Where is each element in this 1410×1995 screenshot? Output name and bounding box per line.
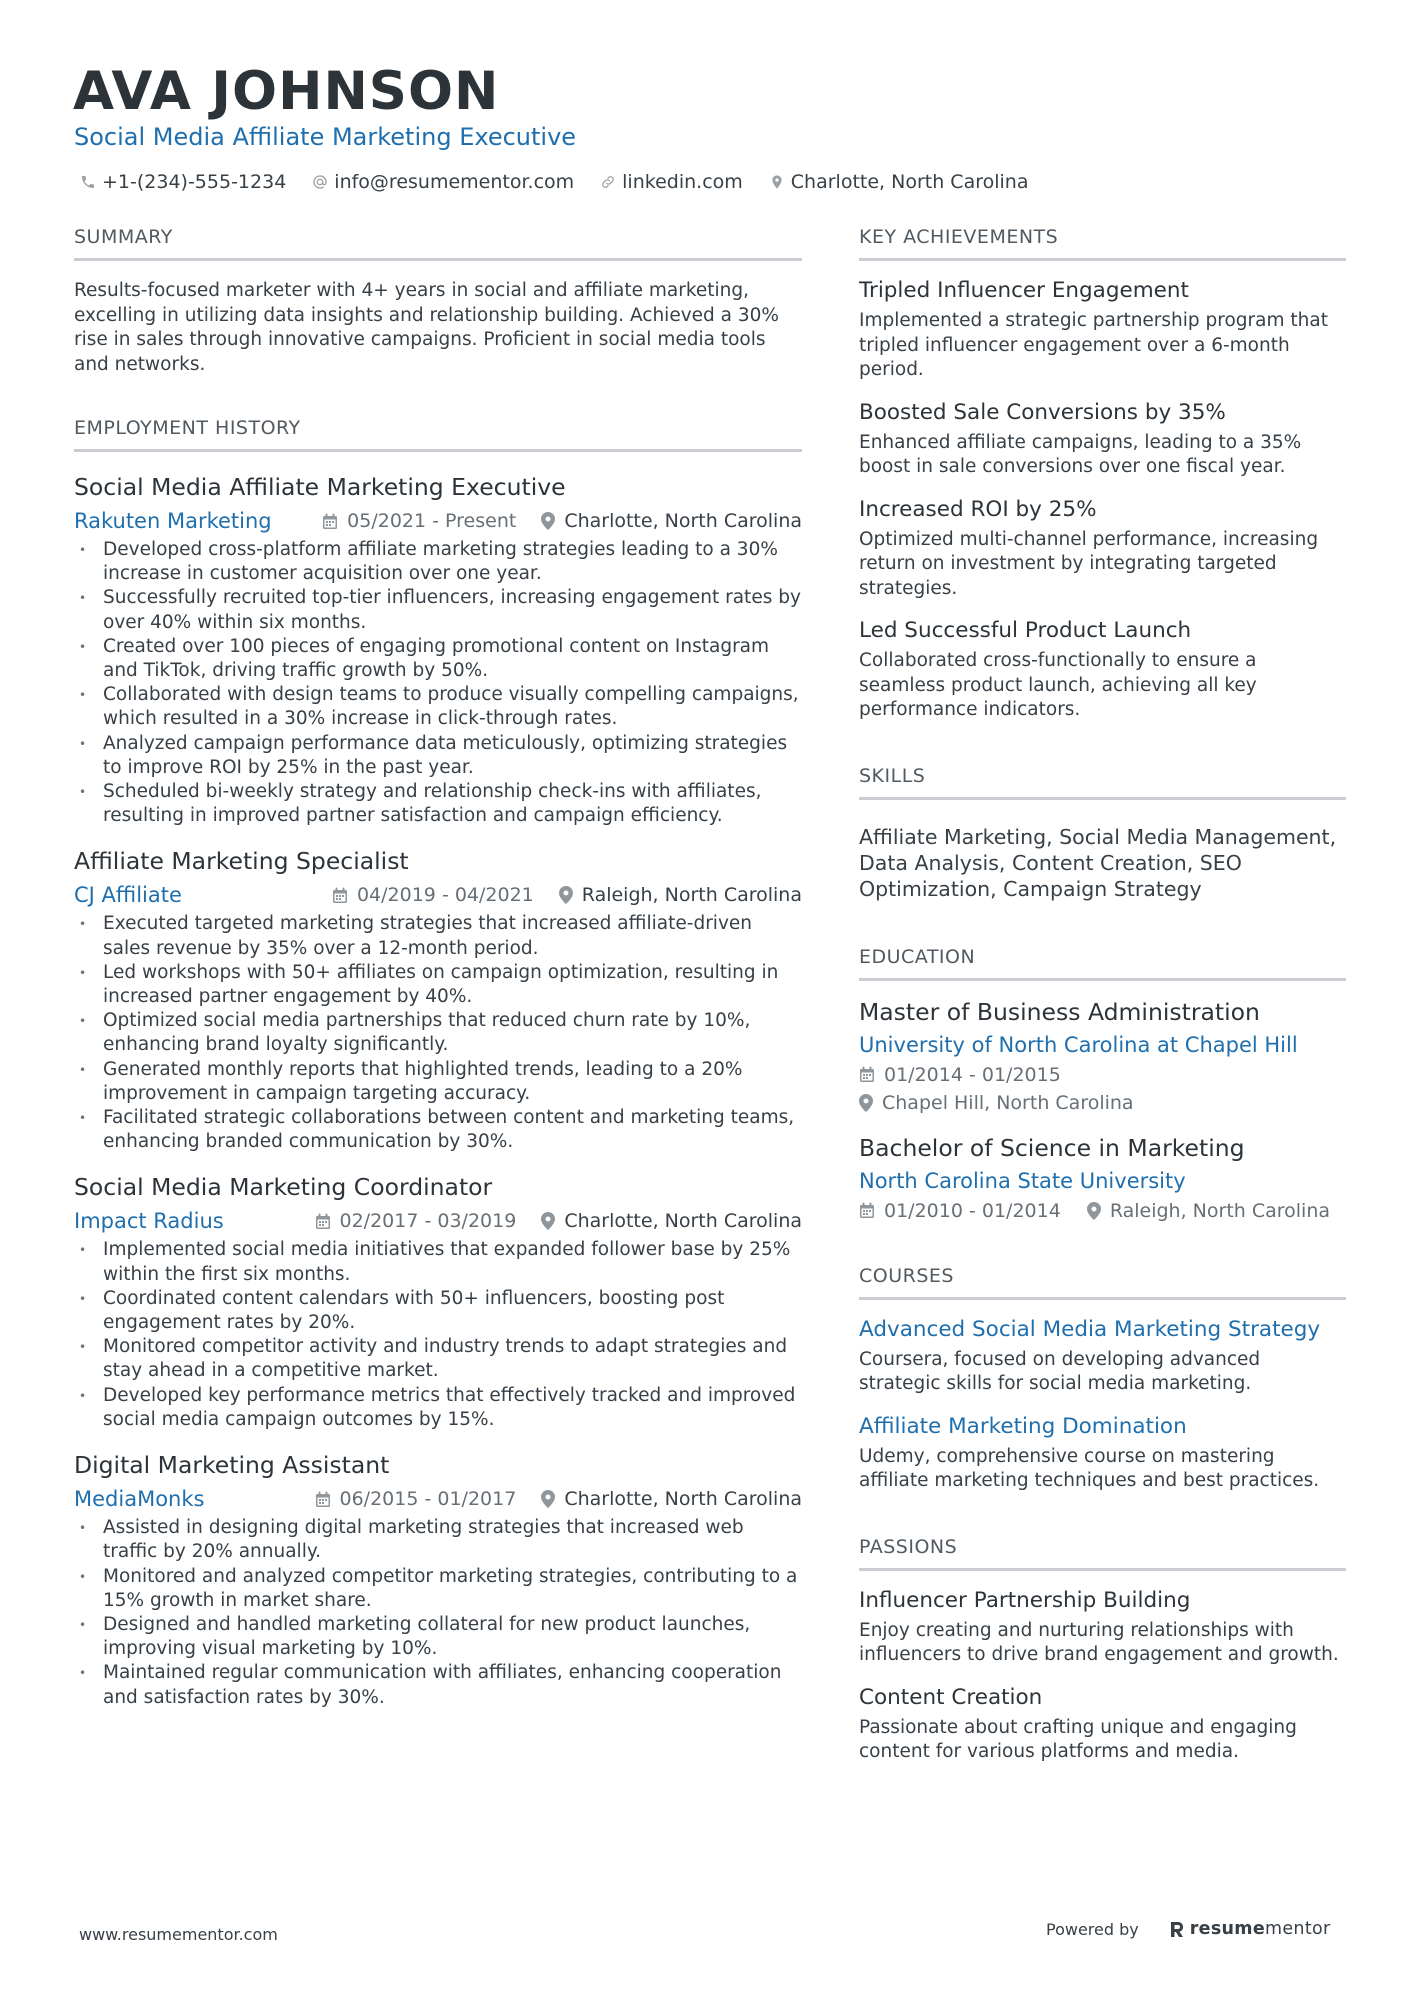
course-desc: Coursera, focused on developing advanced strategic skills for social media marketing. (859, 1348, 1261, 1394)
achievements-heading: KEY ACHIEVEMENTS (859, 224, 1346, 261)
job-bullet: • Analyzed campaign performance data meticulously, optimizing strategies to improve ROI by 25% in the past year. (74, 732, 802, 780)
job-dates (315, 1210, 517, 1232)
job-bullet: • Facilitated strategic collaborations between content and marketing teams, enhancing branded communication by 30%. (74, 1106, 802, 1154)
job-bullet: • Led workshops with 50+ affiliates on campaign optimization, resulting in increased partner engagement by 40%. (74, 961, 802, 1009)
education-dates (859, 1061, 1346, 1089)
education-degree: Master of Business Administration (859, 997, 1260, 1026)
passions-heading: PASSIONS (859, 1534, 1346, 1571)
job-entry (74, 472, 802, 828)
education-item (859, 1133, 1346, 1225)
phone-text: +1-(234)-555-1234 (102, 171, 287, 193)
job-bullets (74, 1516, 802, 1710)
job-company: Rakuten Marketing (74, 509, 272, 533)
employment-section (74, 415, 802, 1710)
contact-phone[interactable] (80, 171, 286, 193)
job-meta (74, 1484, 802, 1514)
calendar-icon (859, 1202, 875, 1219)
job-entry (74, 1172, 802, 1432)
job-bullets (74, 912, 802, 1154)
passion-desc: Enjoy creating and nurturing relationships with influencers to drive brand engagement and growth. (859, 1619, 1339, 1665)
education-degree: Bachelor of Science in Marketing (859, 1133, 1245, 1162)
contact-row (80, 168, 1054, 196)
passion-desc: Passionate about crafting unique and engaging content for various platforms and media. (859, 1716, 1297, 1762)
job-title: Social Media Marketing Coordinator (74, 1173, 493, 1202)
job-bullet: • Assisted in designing digital marketing strategies that increased web traffic by 20% annually. (74, 1516, 802, 1564)
location-pin-icon (859, 1094, 873, 1112)
job-bullet: • Coordinated content calendars with 50+ influencers, boosting post engagement rates by 20%. (74, 1287, 802, 1335)
location-pin-icon (1087, 1202, 1101, 1220)
education-location (859, 1089, 1346, 1117)
candidate-title: Social Media Affiliate Marketing Executive (74, 123, 577, 151)
job-bullet: • Developed key performance metrics that effectively tracked and improved social media campaign outcomes by 15%. (74, 1384, 802, 1432)
job-bullet: • Monitored competitor activity and industry trends to adapt strategies and stay ahead in a competitive market. (74, 1335, 802, 1383)
job-company: Impact Radius (74, 1209, 224, 1234)
job-bullet: • Maintained regular communication with affiliates, enhancing cooperation and satisfaction rates by 30%. (74, 1661, 802, 1709)
skills-section (859, 763, 1346, 902)
achievement-desc: Implemented a strategic partnership program that tripled influencer engagement over a 6-month period. (859, 310, 1328, 380)
job-bullets (74, 538, 802, 828)
footer-powered (1046, 1919, 1330, 1939)
employment-heading: EMPLOYMENT HISTORY (74, 415, 802, 452)
job-company: CJ Affiliate (74, 883, 182, 908)
education-location-text: Raleigh, North Carolina (1109, 1199, 1331, 1222)
job-location (541, 1488, 802, 1510)
job-title: Affiliate Marketing Specialist (74, 847, 409, 876)
course-item (859, 1316, 1346, 1397)
job-meta (74, 506, 802, 536)
left-column (74, 224, 802, 1710)
education-section (859, 944, 1346, 1225)
email-text: info@resumementor.com (334, 171, 575, 193)
achievement-desc: Collaborated cross-functionally to ensure a seamless product launch, achieving all key performance indicators. (859, 650, 1257, 720)
at-icon (312, 174, 328, 190)
achievement-title: Tripled Influencer Engagement (859, 278, 1189, 303)
job-dates (322, 510, 516, 532)
job-bullet: • Implemented social media initiatives that expanded follower base by 25% within the first six months. (74, 1238, 802, 1286)
job-bullet: • Developed cross-platform affiliate marketing strategies leading to a 30% increase in customer acquisition over one year. (74, 538, 802, 586)
job-meta (74, 1206, 802, 1236)
achievement-title: Increased ROI by 25% (859, 496, 1097, 522)
passion-item (859, 1684, 1346, 1765)
job-bullet: • Generated monthly reports that highlighted trends, leading to a 20% improvement in campaign targeting accuracy. (74, 1058, 802, 1106)
education-dates-text: 01/2010 - 01/2014 (884, 1199, 1061, 1222)
job-title: Social Media Affiliate Marketing Executive (74, 473, 566, 501)
job-location (559, 884, 802, 906)
achievement-title: Boosted Sale Conversions by 35% (859, 399, 1226, 425)
job-location-text: Charlotte, North Carolina (564, 1210, 802, 1233)
powered-by-text: Powered by (1046, 1919, 1139, 1939)
job-bullet: • Scheduled bi-weekly strategy and relationship check-ins with affiliates, resulting in improved partner satisfaction and campaign efficiency. (74, 780, 802, 828)
job-bullet: • Optimized social media partnerships that reduced churn rate by 10%, enhancing brand loyalty significantly. (74, 1009, 802, 1057)
courses-heading: COURSES (859, 1263, 1346, 1300)
job-dates (332, 884, 534, 906)
skills-text: Affiliate Marketing, Social Media Management, Data Analysis, Content Creation, SEO Optimization, Campaign Strategy (859, 824, 1337, 901)
job-meta (74, 880, 802, 910)
job-location-text: Charlotte, North Carolina (564, 510, 802, 532)
location-pin-icon (541, 512, 555, 530)
education-school: North Carolina State University (859, 1168, 1186, 1193)
summary-section (74, 224, 802, 377)
brand-rest: mentor (1265, 1919, 1331, 1939)
job-dates (315, 1488, 517, 1510)
education-school: University of North Carolina at Chapel Hill (859, 1032, 1298, 1057)
calendar-icon (322, 513, 338, 530)
passion-title: Influencer Partnership Building (859, 1587, 1191, 1613)
job-company: MediaMonks (74, 1487, 205, 1512)
course-item (859, 1413, 1346, 1494)
achievements-section (859, 224, 1346, 723)
location-pin-icon (769, 174, 785, 190)
education-heading: EDUCATION (859, 944, 1346, 981)
achievement-item (859, 496, 1346, 602)
footer-website[interactable]: www.resumementor.com (79, 1925, 278, 1944)
job-bullet: • Successfully recruited top-tier influencers, increasing engagement rates by over 40% within six months. (74, 586, 802, 634)
linkedin-text: linkedin.com (622, 171, 743, 193)
brand-logo[interactable] (1169, 1919, 1331, 1939)
achievement-item (859, 277, 1346, 383)
education-item (859, 997, 1346, 1117)
job-title: Digital Marketing Assistant (74, 1451, 390, 1480)
candidate-name: AVA JOHNSON (73, 61, 500, 122)
achievement-desc: Enhanced affiliate campaigns, leading to a 35% boost in sale conversions over one fiscal year. (859, 431, 1302, 477)
summary-heading: SUMMARY (74, 224, 802, 261)
job-bullet: • Monitored and analyzed competitor marketing strategies, contributing to a 15% growth in market share. (74, 1565, 802, 1613)
contact-email[interactable] (312, 171, 574, 193)
job-location (541, 510, 802, 532)
education-meta (859, 1197, 1346, 1225)
location-pin-icon (541, 1212, 555, 1230)
phone-icon (80, 174, 96, 190)
job-dates-text: 05/2021 - Present (347, 510, 517, 532)
right-column (859, 224, 1346, 1765)
job-location-text: Raleigh, North Carolina (581, 884, 802, 907)
resumementor-logo-icon (1169, 1920, 1185, 1938)
job-bullet: • Designed and handled marketing collateral for new product launches, improving visual marketing by 10%. (74, 1613, 802, 1661)
achievement-item (859, 399, 1346, 480)
education-dates-text: 01/2014 - 01/2015 (884, 1063, 1061, 1086)
skills-heading: SKILLS (859, 763, 1346, 800)
job-location-text: Charlotte, North Carolina (564, 1488, 802, 1511)
achievement-desc: Optimized multi-channel performance, increasing return on investment by integrating targeted strategies. (859, 528, 1319, 599)
job-entry (74, 846, 802, 1154)
course-title: Affiliate Marketing Domination (859, 1413, 1187, 1439)
calendar-icon (315, 1213, 331, 1230)
education-location-text: Chapel Hill, North Carolina (882, 1091, 1134, 1114)
course-desc: Udemy, comprehensive course on mastering affiliate marketing techniques and best practices. (859, 1445, 1320, 1491)
calendar-icon (859, 1066, 875, 1083)
location-pin-icon (541, 1490, 555, 1508)
job-bullets (74, 1238, 802, 1432)
passions-section (859, 1534, 1346, 1765)
location-text: Charlotte, North Carolina (790, 171, 1029, 193)
achievement-title: Led Successful Product Launch (859, 618, 1192, 643)
link-icon (600, 174, 616, 190)
achievement-item (859, 617, 1346, 723)
passion-item (859, 1587, 1346, 1668)
calendar-icon (315, 1491, 331, 1508)
job-location (541, 1210, 802, 1232)
calendar-icon (332, 887, 348, 904)
brand-bold: resume (1189, 1919, 1266, 1939)
job-dates-text: 06/2015 - 01/2017 (339, 1488, 517, 1511)
job-bullet: • Executed targeted marketing strategies that increased affiliate-driven sales revenue by 35% over a 12-month period. (74, 912, 802, 960)
job-bullet: • Collaborated with design teams to produce visually compelling campaigns, which resulted in a 30% increase in click-through rates. (74, 683, 802, 731)
courses-section (859, 1263, 1346, 1494)
job-dates-text: 02/2017 - 03/2019 (339, 1210, 517, 1233)
job-dates-text: 04/2019 - 04/2021 (356, 884, 534, 907)
summary-text: Results-focused marketer with 4+ years in social and affiliate marketing, excelling in utilizing data insights and relationship building. Achieved a 30% rise in sales through innovative campaigns. Proficient in social media tools and networks. (74, 280, 779, 375)
contact-linkedin[interactable] (600, 171, 743, 193)
course-title: Advanced Social Media Marketing Strategy (859, 1316, 1321, 1342)
location-pin-icon (559, 886, 573, 904)
contact-location (769, 171, 1029, 193)
job-entry (74, 1450, 802, 1710)
passion-title: Content Creation (859, 1684, 1043, 1710)
job-bullet: • Created over 100 pieces of engaging promotional content on Instagram and TikTok, driving traffic growth by 50%. (74, 635, 802, 683)
